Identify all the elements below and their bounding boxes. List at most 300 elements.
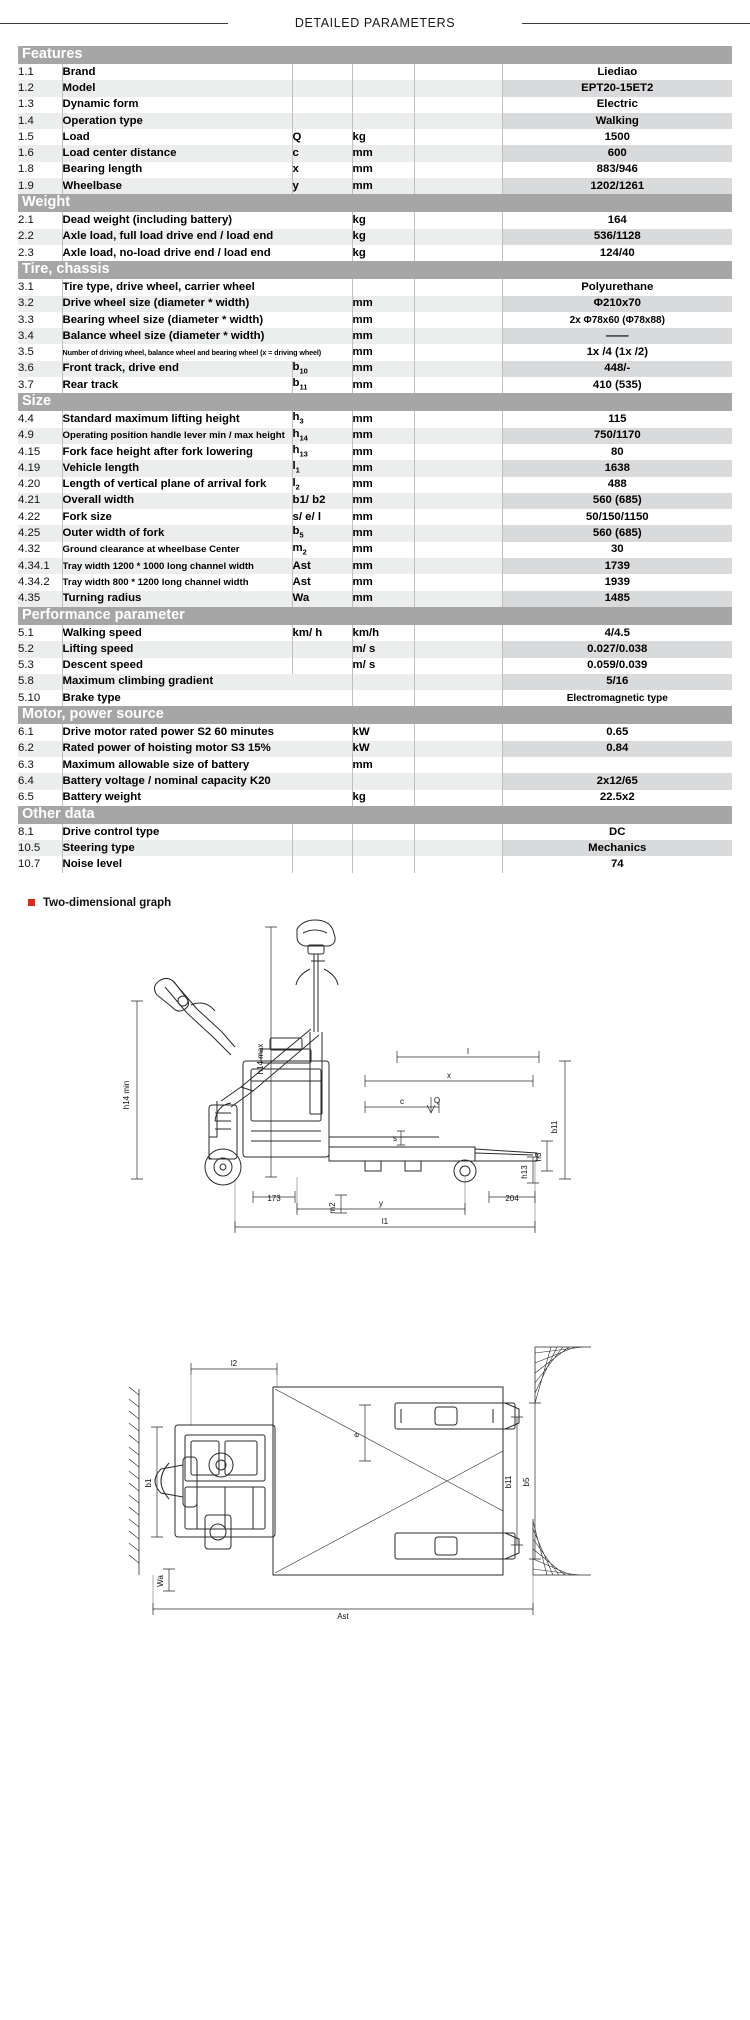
row-spacer	[414, 328, 502, 344]
row-value: 0.059/0.039	[502, 658, 732, 674]
row-unit: km/h	[352, 625, 414, 641]
row-unit: mm	[352, 509, 414, 525]
row-symbol: $l_2$	[292, 477, 352, 493]
table-row	[18, 724, 732, 740]
row-spacer	[414, 178, 502, 194]
row-symbol: c	[292, 145, 352, 161]
row-symbol: y	[292, 178, 352, 194]
row-number: 4.9	[18, 428, 62, 444]
row-value: 560 (685)	[502, 525, 732, 541]
row-value: EPT20-15ET2	[502, 80, 732, 96]
section-title: Features	[18, 46, 732, 64]
table-row	[18, 824, 732, 840]
row-unit: mm	[352, 525, 414, 541]
label-l2: l2	[230, 1358, 238, 1368]
row-value: 448/-	[502, 361, 732, 377]
row-unit	[352, 840, 414, 856]
row-number: 4.35	[18, 591, 62, 607]
row-unit: mm	[352, 591, 414, 607]
table-row	[18, 773, 732, 789]
table-row	[18, 428, 732, 444]
row-label: Wheelbase	[62, 178, 292, 194]
row-number: 3.6	[18, 361, 62, 377]
label-e: e	[352, 1432, 361, 1437]
table-row	[18, 477, 732, 493]
table-row	[18, 80, 732, 96]
row-value: Electric	[502, 97, 732, 113]
row-symbol: Q	[292, 129, 352, 145]
row-value: Mechanics	[502, 840, 732, 856]
row-label: Tire type, drive wheel, carrier wheel	[62, 279, 352, 295]
row-spacer	[414, 790, 502, 806]
row-number: 3.4	[18, 328, 62, 344]
row-unit: kg	[352, 229, 414, 245]
label-b5: b5	[522, 1477, 531, 1487]
row-label: Dead weight (including battery)	[62, 212, 352, 228]
row-spacer	[414, 229, 502, 245]
row-label: Bearing wheel size (diameter * width)	[62, 312, 352, 328]
row-symbol: $b_{10}$	[292, 361, 352, 377]
graph-caption-label: Two-dimensional graph	[43, 896, 172, 909]
row-unit: mm	[352, 542, 414, 558]
row-label: Tray width 800 * 1200 long channel width	[62, 574, 292, 590]
row-label: Fork face height after fork lowering	[62, 444, 292, 460]
label-x: x	[447, 1070, 451, 1080]
row-number: 1.8	[18, 162, 62, 178]
row-spacer	[414, 856, 502, 872]
side-view-drawing	[65, 909, 685, 1329]
row-unit: kg	[352, 790, 414, 806]
row-unit	[352, 113, 414, 129]
label-h14min: h14 min	[122, 1080, 131, 1109]
row-number: 3.1	[18, 279, 62, 295]
row-spacer	[414, 525, 502, 541]
row-unit	[352, 97, 414, 113]
row-spacer	[414, 411, 502, 427]
row-spacer	[414, 574, 502, 590]
section-header	[18, 46, 732, 64]
row-spacer	[414, 477, 502, 493]
table-row	[18, 658, 732, 674]
row-value: 1739	[502, 558, 732, 574]
row-spacer	[414, 724, 502, 740]
table-row	[18, 460, 732, 476]
row-symbol	[292, 80, 352, 96]
row-symbol: $m_2$	[292, 542, 352, 558]
row-label: Drive wheel size (diameter * width)	[62, 296, 352, 312]
table-row	[18, 444, 732, 460]
row-number: 2.1	[18, 212, 62, 228]
row-label: Bearing length	[62, 162, 292, 178]
row-number: 4.4	[18, 411, 62, 427]
row-unit: mm	[352, 344, 414, 360]
row-value: Φ210x70	[502, 296, 732, 312]
row-value: 1485	[502, 591, 732, 607]
row-number: 6.5	[18, 790, 62, 806]
row-label: Model	[62, 80, 292, 96]
row-unit	[352, 773, 414, 789]
page-title: DETAILED PARAMETERS	[281, 16, 469, 30]
row-unit: kW	[352, 724, 414, 740]
row-label: Length of vertical plane of arrival fork	[62, 477, 292, 493]
row-unit: mm	[352, 757, 414, 773]
row-spacer	[414, 509, 502, 525]
row-symbol: $h_3$	[292, 411, 352, 427]
label-l: l	[467, 1046, 469, 1056]
row-symbol: Ast	[292, 558, 352, 574]
row-unit: mm	[352, 178, 414, 194]
row-value: 560 (685)	[502, 493, 732, 509]
row-spacer	[414, 377, 502, 393]
row-value: 1500	[502, 129, 732, 145]
label-c: c	[400, 1096, 404, 1106]
table-row	[18, 64, 732, 80]
label-h13: h13	[520, 1165, 529, 1179]
row-label: Rear track	[62, 377, 292, 393]
row-label: Rated power of hoisting motor S3 15%	[62, 741, 352, 757]
table-row	[18, 279, 732, 295]
table-row	[18, 790, 732, 806]
row-label: Fork size	[62, 509, 292, 525]
row-spacer	[414, 741, 502, 757]
row-symbol: $l_1$	[292, 460, 352, 476]
label-y: y	[379, 1198, 383, 1208]
row-label: Dynamic form	[62, 97, 292, 113]
row-unit: mm	[352, 477, 414, 493]
row-spacer	[414, 64, 502, 80]
label-s: s	[393, 1133, 397, 1143]
section-header	[18, 194, 732, 212]
row-number: 3.2	[18, 296, 62, 312]
row-spacer	[414, 428, 502, 444]
table-row	[18, 113, 732, 129]
header-rule-left	[0, 23, 228, 24]
row-spacer	[414, 558, 502, 574]
row-number: 5.8	[18, 674, 62, 690]
row-number: 6.4	[18, 773, 62, 789]
row-value: 0.84	[502, 741, 732, 757]
row-value: 5/16	[502, 674, 732, 690]
table-row	[18, 690, 732, 706]
row-label: Descent speed	[62, 658, 292, 674]
row-label: Lifting speed	[62, 641, 292, 657]
row-label: Operating position handle lever min / max height	[62, 428, 292, 444]
row-number: 6.3	[18, 757, 62, 773]
row-spacer	[414, 757, 502, 773]
section-title: Motor, power source	[18, 706, 732, 724]
row-unit: m/ s	[352, 658, 414, 674]
row-symbol: $h_{14}$	[292, 428, 352, 444]
row-label: Vehicle length	[62, 460, 292, 476]
row-value: DC	[502, 824, 732, 840]
row-spacer	[414, 591, 502, 607]
row-spacer	[414, 279, 502, 295]
two-dimensional-graph-caption	[28, 897, 750, 909]
row-label: Brand	[62, 64, 292, 80]
row-unit: mm	[352, 312, 414, 328]
row-label: Ground clearance at wheelbase Center	[62, 542, 292, 558]
row-label: Outer width of fork	[62, 525, 292, 541]
row-value: 30	[502, 542, 732, 558]
row-symbol: $b_5$	[292, 525, 352, 541]
row-number: 3.7	[18, 377, 62, 393]
label-b11: b11	[550, 1120, 559, 1134]
table-row	[18, 525, 732, 541]
row-symbol: Wa	[292, 591, 352, 607]
section-title: Weight	[18, 194, 732, 212]
row-spacer	[414, 690, 502, 706]
row-value: Electromagnetic type	[502, 690, 732, 706]
row-spacer	[414, 245, 502, 261]
row-spacer	[414, 113, 502, 129]
row-label: Overall width	[62, 493, 292, 509]
row-value: 750/1170	[502, 428, 732, 444]
row-unit: mm	[352, 411, 414, 427]
row-unit: mm	[352, 444, 414, 460]
row-label: Balance wheel size (diameter * width)	[62, 328, 352, 344]
row-unit	[352, 674, 414, 690]
row-number: 1.4	[18, 113, 62, 129]
row-symbol	[292, 64, 352, 80]
row-label: Number of driving wheel, balance wheel and bearing wheel (x = driving wheel)	[62, 344, 352, 360]
label-b1: b1	[144, 1478, 153, 1488]
row-value: Liediao	[502, 64, 732, 80]
row-label: Axle load, no-load drive end / load end	[62, 245, 352, 261]
label-l1: l1	[381, 1216, 389, 1226]
row-spacer	[414, 493, 502, 509]
label-Ast: Ast	[337, 1611, 349, 1621]
row-number: 4.32	[18, 542, 62, 558]
row-symbol	[292, 641, 352, 657]
row-value: 74	[502, 856, 732, 872]
row-unit: mm	[352, 493, 414, 509]
row-spacer	[414, 296, 502, 312]
bullet-marker-icon	[28, 899, 35, 906]
row-value: 4/4.5	[502, 625, 732, 641]
row-spacer	[414, 460, 502, 476]
section-title: Other data	[18, 806, 732, 824]
row-number: 10.5	[18, 840, 62, 856]
row-unit: mm	[352, 377, 414, 393]
row-number: 6.1	[18, 724, 62, 740]
table-row	[18, 361, 732, 377]
row-unit: mm	[352, 145, 414, 161]
row-unit	[352, 824, 414, 840]
row-unit: kg	[352, 212, 414, 228]
table-row	[18, 129, 732, 145]
row-value: Walking	[502, 113, 732, 129]
row-unit	[352, 279, 414, 295]
row-label: Turning radius	[62, 591, 292, 607]
section-header	[18, 706, 732, 724]
row-unit: kg	[352, 129, 414, 145]
row-spacer	[414, 840, 502, 856]
row-spacer	[414, 129, 502, 145]
row-spacer	[414, 625, 502, 641]
table-row	[18, 377, 732, 393]
table-row	[18, 411, 732, 427]
table-row	[18, 674, 732, 690]
row-label: Axle load, full load drive end / load end	[62, 229, 352, 245]
row-value: 115	[502, 411, 732, 427]
row-value: 0.027/0.038	[502, 641, 732, 657]
row-label: Maximum climbing gradient	[62, 674, 352, 690]
row-label: Drive motor rated power S2 60 minutes	[62, 724, 352, 740]
row-label: Load	[62, 129, 292, 145]
row-symbol: b1/ b2	[292, 493, 352, 509]
table-row	[18, 145, 732, 161]
row-spacer	[414, 145, 502, 161]
table-row	[18, 328, 732, 344]
row-value: ——	[502, 328, 732, 344]
table-row	[18, 591, 732, 607]
row-value: 536/1128	[502, 229, 732, 245]
row-unit: mm	[352, 558, 414, 574]
row-value: 883/946	[502, 162, 732, 178]
table-row	[18, 574, 732, 590]
table-row	[18, 245, 732, 261]
table-row	[18, 542, 732, 558]
document-header	[0, 0, 750, 46]
row-unit: mm	[352, 460, 414, 476]
label-b11-top: b11	[504, 1475, 513, 1489]
label-Wa: Wa	[156, 1574, 165, 1587]
row-unit: kg	[352, 245, 414, 261]
table-row	[18, 558, 732, 574]
table-row	[18, 229, 732, 245]
row-symbol	[292, 856, 352, 872]
row-number: 5.2	[18, 641, 62, 657]
row-number: 5.10	[18, 690, 62, 706]
table-row	[18, 212, 732, 228]
row-unit: mm	[352, 296, 414, 312]
row-unit: m/ s	[352, 641, 414, 657]
row-spacer	[414, 212, 502, 228]
table-row	[18, 97, 732, 113]
row-value: 0.65	[502, 724, 732, 740]
row-label: Maximum allowable size of battery	[62, 757, 352, 773]
row-symbol	[292, 658, 352, 674]
row-number: 2.3	[18, 245, 62, 261]
row-value: 2x Φ78x60 (Φ78x88)	[502, 312, 732, 328]
section-title: Size	[18, 393, 732, 411]
row-label: Front track, drive end	[62, 361, 292, 377]
row-label: Tray width 1200 * 1000 long channel width	[62, 558, 292, 574]
row-number: 1.9	[18, 178, 62, 194]
table-row	[18, 840, 732, 856]
label-Q: Q	[433, 1095, 441, 1105]
row-number: 3.3	[18, 312, 62, 328]
row-label: Load center distance	[62, 145, 292, 161]
row-number: 2.2	[18, 229, 62, 245]
row-value	[502, 757, 732, 773]
row-symbol: Ast	[292, 574, 352, 590]
row-unit	[352, 690, 414, 706]
row-value: 80	[502, 444, 732, 460]
specification-table-wrap	[0, 46, 750, 873]
table-row	[18, 509, 732, 525]
row-number: 4.34.2	[18, 574, 62, 590]
table-row	[18, 757, 732, 773]
row-symbol: x	[292, 162, 352, 178]
row-number: 10.7	[18, 856, 62, 872]
table-row	[18, 493, 732, 509]
row-number: 4.25	[18, 525, 62, 541]
header-rule-right	[522, 23, 750, 24]
row-value: 600	[502, 145, 732, 161]
row-label: Noise level	[62, 856, 292, 872]
table-row	[18, 296, 732, 312]
row-spacer	[414, 658, 502, 674]
table-row	[18, 312, 732, 328]
row-number: 1.6	[18, 145, 62, 161]
row-number: 6.2	[18, 741, 62, 757]
section-header	[18, 261, 732, 279]
label-204: 204	[505, 1193, 519, 1203]
row-value: 124/40	[502, 245, 732, 261]
row-spacer	[414, 97, 502, 113]
row-unit: kW	[352, 741, 414, 757]
row-number: 5.3	[18, 658, 62, 674]
row-symbol: s/ e/ l	[292, 509, 352, 525]
row-number: 1.5	[18, 129, 62, 145]
row-spacer	[414, 344, 502, 360]
row-symbol	[292, 824, 352, 840]
row-number: 4.20	[18, 477, 62, 493]
row-value: 2x12/65	[502, 773, 732, 789]
table-row	[18, 162, 732, 178]
table-row	[18, 641, 732, 657]
row-label: Walking speed	[62, 625, 292, 641]
row-spacer	[414, 824, 502, 840]
row-spacer	[414, 444, 502, 460]
row-value: Polyurethane	[502, 279, 732, 295]
section-header	[18, 393, 732, 411]
row-number: 4.15	[18, 444, 62, 460]
row-number: 8.1	[18, 824, 62, 840]
row-number: 5.1	[18, 625, 62, 641]
row-number: 1.3	[18, 97, 62, 113]
row-unit: mm	[352, 162, 414, 178]
row-value: 1x /4 (1x /2)	[502, 344, 732, 360]
label-h14max: h14 max	[256, 1043, 265, 1075]
row-unit: mm	[352, 361, 414, 377]
table-row	[18, 344, 732, 360]
row-label: Operation type	[62, 113, 292, 129]
row-value: 50/150/1150	[502, 509, 732, 525]
table-row	[18, 625, 732, 641]
table-row	[18, 178, 732, 194]
row-label: Battery weight	[62, 790, 352, 806]
row-spacer	[414, 312, 502, 328]
row-value: 164	[502, 212, 732, 228]
table-row	[18, 741, 732, 757]
row-symbol	[292, 97, 352, 113]
section-header	[18, 607, 732, 625]
row-spacer	[414, 80, 502, 96]
row-label: Drive control type	[62, 824, 292, 840]
row-unit	[352, 856, 414, 872]
label-173: 173	[267, 1193, 281, 1203]
row-value: 1638	[502, 460, 732, 476]
table-row	[18, 856, 732, 872]
row-unit	[352, 64, 414, 80]
row-value: 488	[502, 477, 732, 493]
row-symbol	[292, 113, 352, 129]
row-spacer	[414, 162, 502, 178]
row-number: 1.2	[18, 80, 62, 96]
row-number: 4.19	[18, 460, 62, 476]
